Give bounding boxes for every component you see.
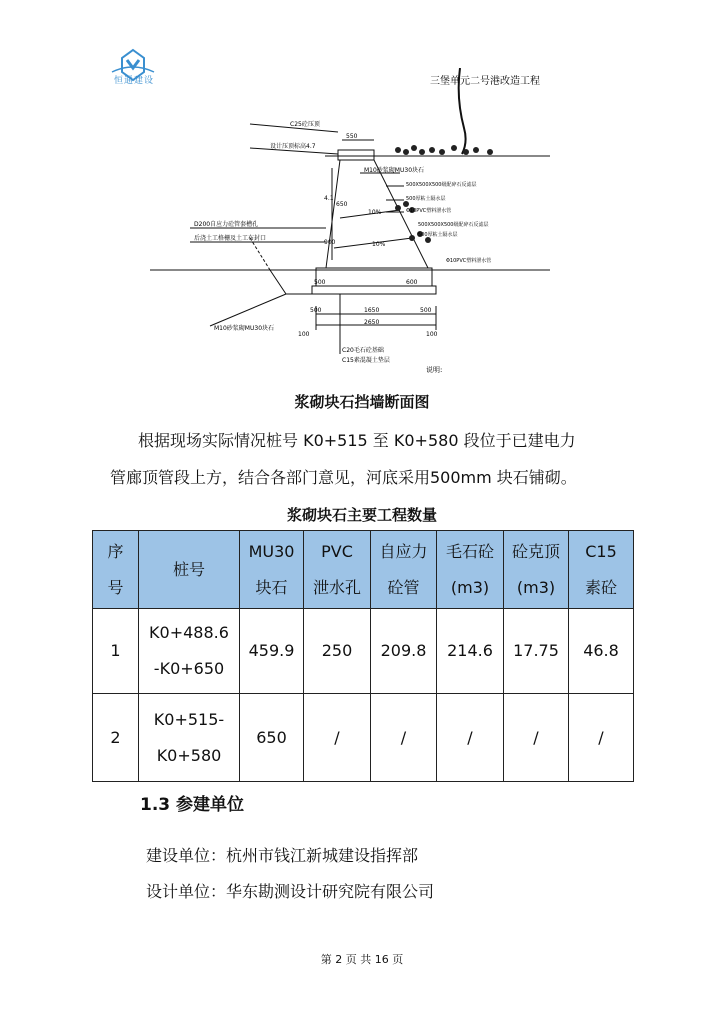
participant-value: 杭州市钱江新城建设指挥部 [226, 846, 419, 865]
section-heading: 1.3 参建单位 [140, 795, 245, 815]
header-cell-no: 序 号 [93, 531, 139, 609]
cell-no: 2 [93, 694, 139, 782]
figure-caption: 浆砌块石挡墙断面图 [294, 393, 430, 411]
dim-100-a: 100 [298, 331, 310, 338]
participant-value: 华东勘测设计研究院有限公司 [226, 882, 435, 901]
cell-cap: / [504, 694, 569, 782]
paragraph-line-1: 根据现场实际情况桩号 K0+515 至 K0+580 段位于已建电力 [138, 431, 576, 450]
cell-no: 1 [93, 609, 139, 694]
cell-pipe: 209.8 [371, 609, 437, 694]
label-d200-pipe: D200自应力砼管套槽孔 [194, 221, 259, 228]
participant-row [146, 879, 434, 902]
dim-slope-2: 10% [372, 241, 386, 248]
label-clay-layer-2: 500厚粘土隔水层 [418, 232, 458, 238]
cell-rubble: / [437, 694, 504, 782]
label-m10-masonry: M10砂浆砌MU30块石 [364, 167, 425, 174]
label-pvc-pipe-2: Φ10PVC塑料泄水管 [446, 258, 492, 264]
dim-500-c: 500 [420, 307, 432, 314]
label-backfill: 后浇土工格栅及土工布封口 [194, 235, 267, 242]
dim-900: 900 [324, 239, 336, 246]
header-cell-station: 桩号 [139, 531, 240, 609]
logo-text: 恒通建设 [113, 76, 154, 86]
cell-station: K0+515- K0+580 [139, 694, 240, 782]
label-top-elevation: 设计压顶标高4.7 [270, 143, 316, 150]
header-cell-mu30: MU30 块石 [240, 531, 304, 609]
label-gravel-filter-2: 500X500X500级配碎石反滤层 [418, 222, 489, 228]
body-paragraph [110, 422, 650, 496]
dim-100-b: 100 [426, 331, 438, 338]
cell-cap: 17.75 [504, 609, 569, 694]
dim-slope-1: 10% [368, 209, 382, 216]
label-pvc-pipe: Φ10PVC塑料泄水管 [406, 208, 452, 214]
paragraph-line-2: 管廊顶管段上方，结合各部门意见，河底采用500mm 块石铺砌。 [110, 468, 577, 487]
cell-mu30: 459.9 [240, 609, 304, 694]
dim-650: 650 [336, 201, 348, 208]
dim-500: 500 [314, 279, 326, 286]
cell-pipe: / [371, 694, 437, 782]
drawing-project-title: 三堡单元二号港改造工程 [430, 76, 540, 87]
participant-row [146, 843, 418, 866]
header-cell-c15: C15 素砼 [569, 531, 634, 609]
header-cell-rubble: 毛石砼 (m3) [437, 531, 504, 609]
label-c20-foundation: C20毛石砼基础 [342, 347, 384, 354]
header-cell-pvc: PVC 泄水孔 [304, 531, 371, 609]
page-footer: 第 2 页 共 16 页 [320, 953, 404, 966]
label-gravel-filter: 500X500X500级配碎石反滤层 [406, 182, 477, 188]
dim-height: 4.1 [324, 195, 334, 202]
dim-600: 600 [406, 279, 418, 286]
dim-2650: 2650 [364, 319, 380, 326]
dim-1650: 1650 [364, 307, 380, 314]
label-clay-layer: 500厚粘土隔水层 [406, 196, 446, 202]
header-cell-pipe: 自应力 砼管 [371, 531, 437, 609]
quantity-table [92, 530, 634, 782]
label-note: 说明: [426, 366, 443, 374]
cell-rubble: 214.6 [437, 609, 504, 694]
table-title: 浆砌块石主要工程数量 [286, 506, 437, 524]
header-cell-cap: 砼克顶 (m3) [504, 531, 569, 609]
cell-mu30: 650 [240, 694, 304, 782]
cell-pvc: 250 [304, 609, 371, 694]
dim-500-b: 500 [310, 307, 322, 314]
table-row [93, 694, 634, 782]
label-c25-top: C25砼压顶 [290, 121, 320, 128]
cell-station: K0+488.6 -K0+650 [139, 609, 240, 694]
retaining-wall-section-drawing [150, 68, 550, 380]
participant-label: 建设单位： [146, 846, 227, 865]
dim-550: 550 [346, 133, 358, 140]
participant-label: 设计单位： [146, 882, 227, 901]
label-c15-cushion: C15素混凝土垫层 [342, 357, 390, 364]
cell-pvc: / [304, 694, 371, 782]
cell-c15: / [569, 694, 634, 782]
table-header-row [93, 531, 634, 609]
table-row [93, 609, 634, 694]
cell-c15: 46.8 [569, 609, 634, 694]
label-base-masonry: M10砂浆砌MU30块石 [214, 325, 275, 332]
